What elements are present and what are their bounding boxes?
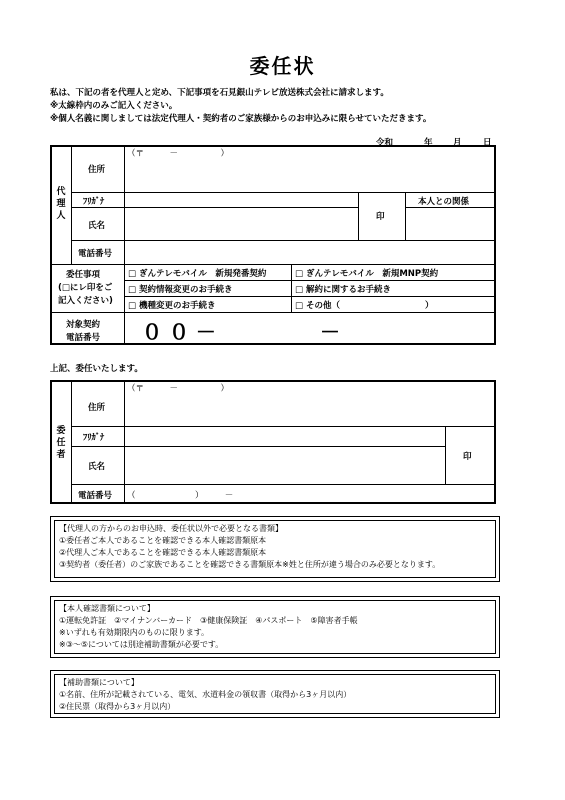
- delegation-label-1: 委任事項: [66, 270, 101, 280]
- principal-seal: 印: [463, 452, 472, 462]
- delegation-label-2: (□にレ印をご: [58, 283, 113, 293]
- principal-furigana-field[interactable]: [125, 427, 444, 445]
- agent-phone-label: 電話番号: [78, 249, 113, 259]
- principal-section-label: 委任者: [56, 426, 66, 460]
- required-docs-box: [50, 516, 500, 582]
- agent-relation-field[interactable]: [406, 208, 494, 239]
- agent-relation-label: 本人との関係: [418, 197, 470, 207]
- principal-phone-label: 電話番号: [78, 491, 113, 501]
- supplementary-docs-heading: 【補助書類について】: [59, 678, 139, 687]
- supplementary-docs-item-2: ②住民票（取得から3ヶ月以内）: [59, 702, 176, 711]
- principal-postal: （〒 － ）: [127, 384, 230, 394]
- option-new-number[interactable]: □ ぎんテレモバイル 新規発番契約: [128, 269, 267, 279]
- agent-address-field[interactable]: [125, 158, 494, 191]
- id-docs-heading: 【本人確認書類について】: [59, 604, 155, 613]
- principal-address-field[interactable]: [125, 393, 494, 425]
- delegation-label-3: 記入ください): [58, 296, 113, 306]
- principal-name-field[interactable]: [125, 447, 444, 483]
- required-docs-item-3: ③契約者（委任者）のご家族であることを確認できる書類原本※姓と住所が違う場合のみ必要となります。: [59, 560, 441, 569]
- option-new-mnp[interactable]: □ ぎんテレモバイル 新規MNP契約: [295, 269, 439, 279]
- intro-line-2: ※太線枠内のみご記入ください。: [50, 101, 178, 111]
- principal-phone-field[interactable]: [140, 485, 494, 502]
- date-era: 令和: [376, 138, 394, 148]
- principal-furigana-label: ﾌﾘｶﾞﾅ: [83, 433, 105, 443]
- agent-name-label: 氏名: [88, 221, 106, 231]
- principal-phone-value: （ ） －: [127, 491, 234, 501]
- agent-name-field[interactable]: [125, 208, 357, 239]
- agent-postal: （〒 － ）: [127, 149, 230, 159]
- date-year: 年: [424, 138, 433, 148]
- option-other[interactable]: □ その他（ ）: [295, 301, 434, 311]
- supplementary-docs-box: [50, 670, 500, 718]
- principal-name-label: 氏名: [88, 462, 106, 472]
- date-month: 月: [453, 138, 462, 148]
- id-docs-note-2: ※③～⑤については別途補助書類が必要です。: [59, 640, 224, 649]
- contract-phone-field[interactable]: [125, 313, 494, 343]
- option-device-change[interactable]: □ 機種変更のお手続き: [128, 301, 216, 311]
- agent-address-label: 住所: [88, 165, 106, 175]
- supplementary-docs-item-1: ①名前、住所が記載されている、電気、水道料金の領収書（取得から3ヶ月以内）: [59, 690, 352, 699]
- required-docs-item-1: ①委任者ご本人であることを確認できる本人確認書類原本: [59, 536, 267, 545]
- required-docs-item-2: ②代理人ご本人であることを確認できる本人確認書類原本: [59, 548, 267, 557]
- option-cancellation[interactable]: □ 解約に関するお手続き: [295, 285, 391, 295]
- agent-phone-field[interactable]: [125, 241, 494, 263]
- agent-furigana-field[interactable]: [125, 193, 357, 206]
- agent-section-label: 代理人: [56, 187, 66, 221]
- contract-label-1: 対象契約: [66, 320, 101, 330]
- intro-line-3: ※個人名義に関しましては法定代理人・契約者のご家族様からのお申込みに限らせていただきます。: [50, 114, 432, 124]
- closing-text: 上記、委任いたします。: [50, 364, 143, 374]
- principal-address-label: 住所: [88, 403, 106, 413]
- agent-seal: 印: [376, 212, 385, 222]
- id-docs-list: ①運転免許証 ②マイナンバーカード ③健康保険証 ④パスポート ⑤障害者手帳: [59, 616, 358, 625]
- agent-furigana-label: ﾌﾘｶﾞﾅ: [83, 197, 105, 207]
- contract-phone-prefix: ０ ０ －: [142, 320, 216, 344]
- contract-phone-dash: －: [320, 320, 340, 344]
- date-day: 日: [483, 138, 492, 148]
- intro-line-1: 私は、下記の者を代理人と定め、下記事項を石見銀山テレビ放送株式会社に請求します。: [50, 88, 389, 98]
- id-docs-box: [50, 596, 500, 658]
- contract-label-2: 電話番号: [66, 333, 101, 343]
- id-docs-note-1: ※いずれも有効期限内のものに限ります。: [59, 628, 210, 637]
- option-info-change[interactable]: □ 契約情報変更のお手続き: [128, 285, 233, 295]
- page-title: 委任状: [249, 54, 316, 78]
- required-docs-heading: 【代理人の方からのお申込時、委任状以外で必要となる書類】: [59, 524, 283, 533]
